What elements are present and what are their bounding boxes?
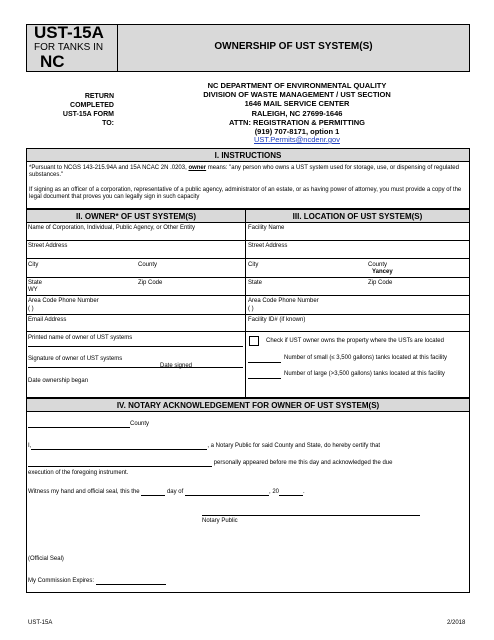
location-street-field[interactable]: Street Address: [248, 243, 288, 249]
location-city-field[interactable]: City: [248, 262, 259, 268]
notary-witness-line[interactable]: Witness my hand and official seal, this the day of , 20 .: [28, 489, 305, 495]
instructions-para2: If signing as an officer of a corporation, representative of a public agency, administrator of an estate, or as having power of attorney, you must provide a copy of the legal document that proves you can legally sign in such capacity: [29, 187, 462, 200]
owner-date-signed[interactable]: Date signed: [160, 363, 193, 369]
printed-name-line: [28, 346, 243, 347]
location-county-label: County: [368, 262, 388, 268]
row-line: [26, 277, 470, 278]
form-code: UST-15A: [34, 23, 104, 42]
instructions-para1: *Pursuant to NCGS 143-215.94A and 15A NCAC 2N .0203, owner means: "any person who owns a UST system used for storage, use, or dispensing of regulated substances.": [29, 165, 459, 178]
notary-public-label: Notary Public: [202, 518, 238, 524]
commission-expires-line[interactable]: My Commission Expires:: [28, 577, 166, 585]
owner-heading: II. OWNER* OF UST SYSTEM(S): [26, 209, 246, 223]
notary-line1[interactable]: I, , a Notary Public for said County and State, do hereby certify that: [28, 443, 381, 449]
grid-divider: [245, 222, 246, 398]
footer-revision-date: 2/2018: [447, 620, 466, 626]
notary-line3: execution of the foregoing instrument.: [28, 470, 129, 476]
notary-signature-line[interactable]: [202, 515, 420, 516]
owner-property-checkbox[interactable]: [249, 336, 259, 346]
notary-county-line[interactable]: County: [28, 420, 149, 428]
location-phone-field[interactable]: ( ): [248, 306, 254, 312]
location-state-field[interactable]: State: [248, 280, 263, 286]
owner-state-label: State: [28, 280, 43, 286]
large-tanks-label: Number of large (>3,500 gallons) tanks located at this facility: [284, 371, 445, 377]
row-line: [26, 258, 470, 259]
row-line: [26, 240, 470, 241]
location-zip-field[interactable]: Zip Code: [368, 280, 393, 286]
official-seal-label: (Official Seal): [28, 556, 64, 562]
signature-line: [28, 367, 243, 368]
instructions-heading: I. INSTRUCTIONS: [26, 148, 470, 162]
for-tanks-in: FOR TANKS IN: [34, 42, 104, 53]
row-line: [26, 314, 470, 315]
location-heading: III. LOCATION OF UST SYSTEM(S): [245, 209, 470, 223]
owner-signature-field[interactable]: Signature of owner of UST systems: [28, 356, 123, 362]
owner-zip-field[interactable]: Zip Code: [138, 280, 163, 286]
large-tanks-input[interactable]: [248, 378, 281, 379]
owner-phone-field[interactable]: ( ): [28, 306, 34, 312]
row-line: [26, 295, 470, 296]
notary-line2[interactable]: personally appeared before me this day and acknowledged the due: [28, 459, 392, 467]
small-tanks-label: Number of small (≤ 3,500 gallons) tanks located at this facility: [284, 355, 448, 361]
owner-city-field[interactable]: City: [28, 262, 39, 268]
owner-email-field[interactable]: Email Address: [28, 317, 67, 323]
small-tanks-input[interactable]: [248, 362, 281, 363]
location-phone-label: Area Code Phone Number: [248, 298, 319, 304]
owner-name-field[interactable]: Name of Corporation, Individual, Public Agency, or Other Entity: [28, 225, 195, 231]
owner-date-began[interactable]: Date ownership began: [28, 378, 89, 384]
form-title: OWNERSHIP OF UST SYSTEM(S): [214, 41, 373, 52]
location-facility-id-field[interactable]: Facility ID# (if known): [248, 317, 306, 323]
owner-property-label: Check if UST owner owns the property where the USTs are located: [266, 338, 444, 344]
return-label: RETURN COMPLETED UST-15A FORM TO:: [62, 93, 114, 127]
email-link[interactable]: UST.Permits@ncdenr.gov: [254, 135, 340, 144]
notary-heading: IV. NOTARY ACKNOWLEDGEMENT FOR OWNER OF UST SYSTEM(S): [26, 398, 470, 412]
owner-phone-label: Area Code Phone Number: [28, 298, 99, 304]
owner-street-field[interactable]: Street Address: [28, 243, 68, 249]
owner-county-field[interactable]: County: [138, 262, 158, 268]
location-facility-name-field[interactable]: Facility Name: [248, 225, 285, 231]
owner-state-value[interactable]: WY: [28, 287, 38, 293]
notary-box: [26, 411, 470, 593]
form-state: NC: [40, 52, 65, 71]
return-address: NC DEPARTMENT OF ENVIRONMENTAL QUALITY DIVISION OF WASTE MANAGEMENT / UST SECTION 1646 MAIL SERVICE CENTER RALEIGH, NC 27699-1646 ATTN: REGISTRATION & PERMITTING (919) 707-8171, option 1: [203, 81, 391, 137]
location-county-value[interactable]: Yancey: [372, 269, 393, 275]
owner-printed-name-field[interactable]: Printed name of owner of UST systems: [28, 335, 133, 341]
footer-form-code: UST-15A: [28, 620, 53, 626]
row-line: [26, 331, 470, 332]
